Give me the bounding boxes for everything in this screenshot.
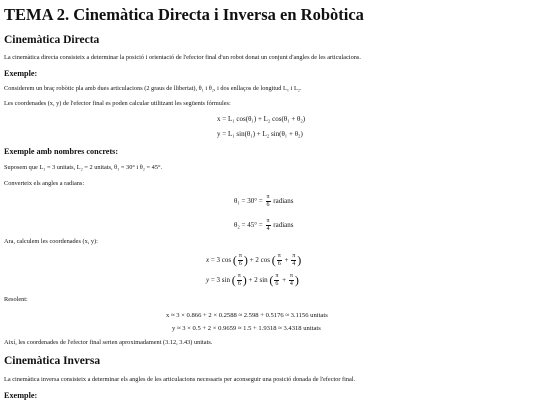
theta2-fraction <box>266 218 271 233</box>
resolve-text: Resolent: <box>4 296 28 303</box>
conclusion-text: Així, les coordenades de l'efector final serien aproximadament (3.12, 3.43) unitats. <box>4 339 213 346</box>
convert-text: Converteix els angles a radians: <box>4 180 85 187</box>
formula-y: y = L₁ sin(θ₁) + L₂ sin(θ₁ + θ₂) <box>217 130 303 138</box>
theta1-numerator: π <box>266 194 270 200</box>
theta1-unit: radians <box>273 197 294 206</box>
theta1-denominator: 6 <box>266 202 270 208</box>
compute-text: Ara, calculem les coordenades (x, y): <box>4 238 98 245</box>
theta1-lhs: θ₁ = 30° = <box>234 197 263 206</box>
numeric-example-heading: Exemple amb nombres concrets: <box>4 147 119 156</box>
theta2-unit: radians <box>273 221 294 230</box>
section-heading-inverse-kinematics: Cinemàtica Inversa <box>4 355 101 367</box>
example-description: Considerem un braç robòtic pla amb dues articulacions (2 graus de llibertat), θ₁ i θ₂, i dos enllaços de longitud L₁ i L₂. <box>4 85 302 92</box>
result-x: x ≈ 3 × 0.866 + 2 × 0.2588 ≈ 2.598 + 0.5176 ≈ 3.1156 unitats <box>166 312 328 319</box>
theta1-conversion <box>234 194 294 209</box>
inverse-example-heading: Exemple: <box>4 391 38 400</box>
y-computation: y = 3 sin ( $\frac{\pi}{6}$ ) + 2 sin ( $\frac{\pi}{6}$ + $\frac{\pi}{4}$ ) <box>206 273 299 287</box>
example-heading: Exemple: <box>4 69 38 78</box>
result-y: y ≈ 3 × 0.5 + 2 × 0.9659 ≈ 1.5 + 1.9318 ≈ 3.4318 unitats <box>172 325 321 332</box>
theta1-fraction <box>266 194 271 209</box>
x-computation: x = 3 cos ( $\frac{\pi}{6}$ ) + 2 cos ( $\frac{\pi}{6}$ + $\frac{\pi}{4}$ ) <box>206 253 302 267</box>
numeric-assumption: Suposem que L₁ = 3 unitats, L₂ = 2 unitats, θ₁ = 30° i θ₂ = 45°. <box>4 164 163 171</box>
inverse-kinematics-intro: La cinemàtica inversa consisteix a determinar els angles de les articulacions necessaris per aconseguir una posició donada de l'efector final. <box>4 376 356 383</box>
theta2-denominator: 4 <box>266 226 270 232</box>
section-heading-direct-kinematics: Cinemàtica Directa <box>4 34 100 46</box>
formula-x: x = L₁ cos(θ₁) + L₂ cos(θ₁ + θ₂) <box>217 115 306 123</box>
theta2-lhs: θ₂ = 45° = <box>234 221 263 230</box>
theta2-conversion <box>234 218 294 233</box>
page-title: TEMA 2. Cinemàtica Directa i Inversa en Robòtica <box>4 5 364 24</box>
theta2-numerator: π <box>266 218 270 224</box>
formula-intro: Les coordenades (x, y) de l'efector final es poden calcular utilitzant les següents fórmules: <box>4 100 231 107</box>
direct-kinematics-intro: La cinemàtica directa consisteix a determinar la posició i orientació de l'efector final d'un robot donat un conjunt d'angles de les articulacions. <box>4 54 361 61</box>
